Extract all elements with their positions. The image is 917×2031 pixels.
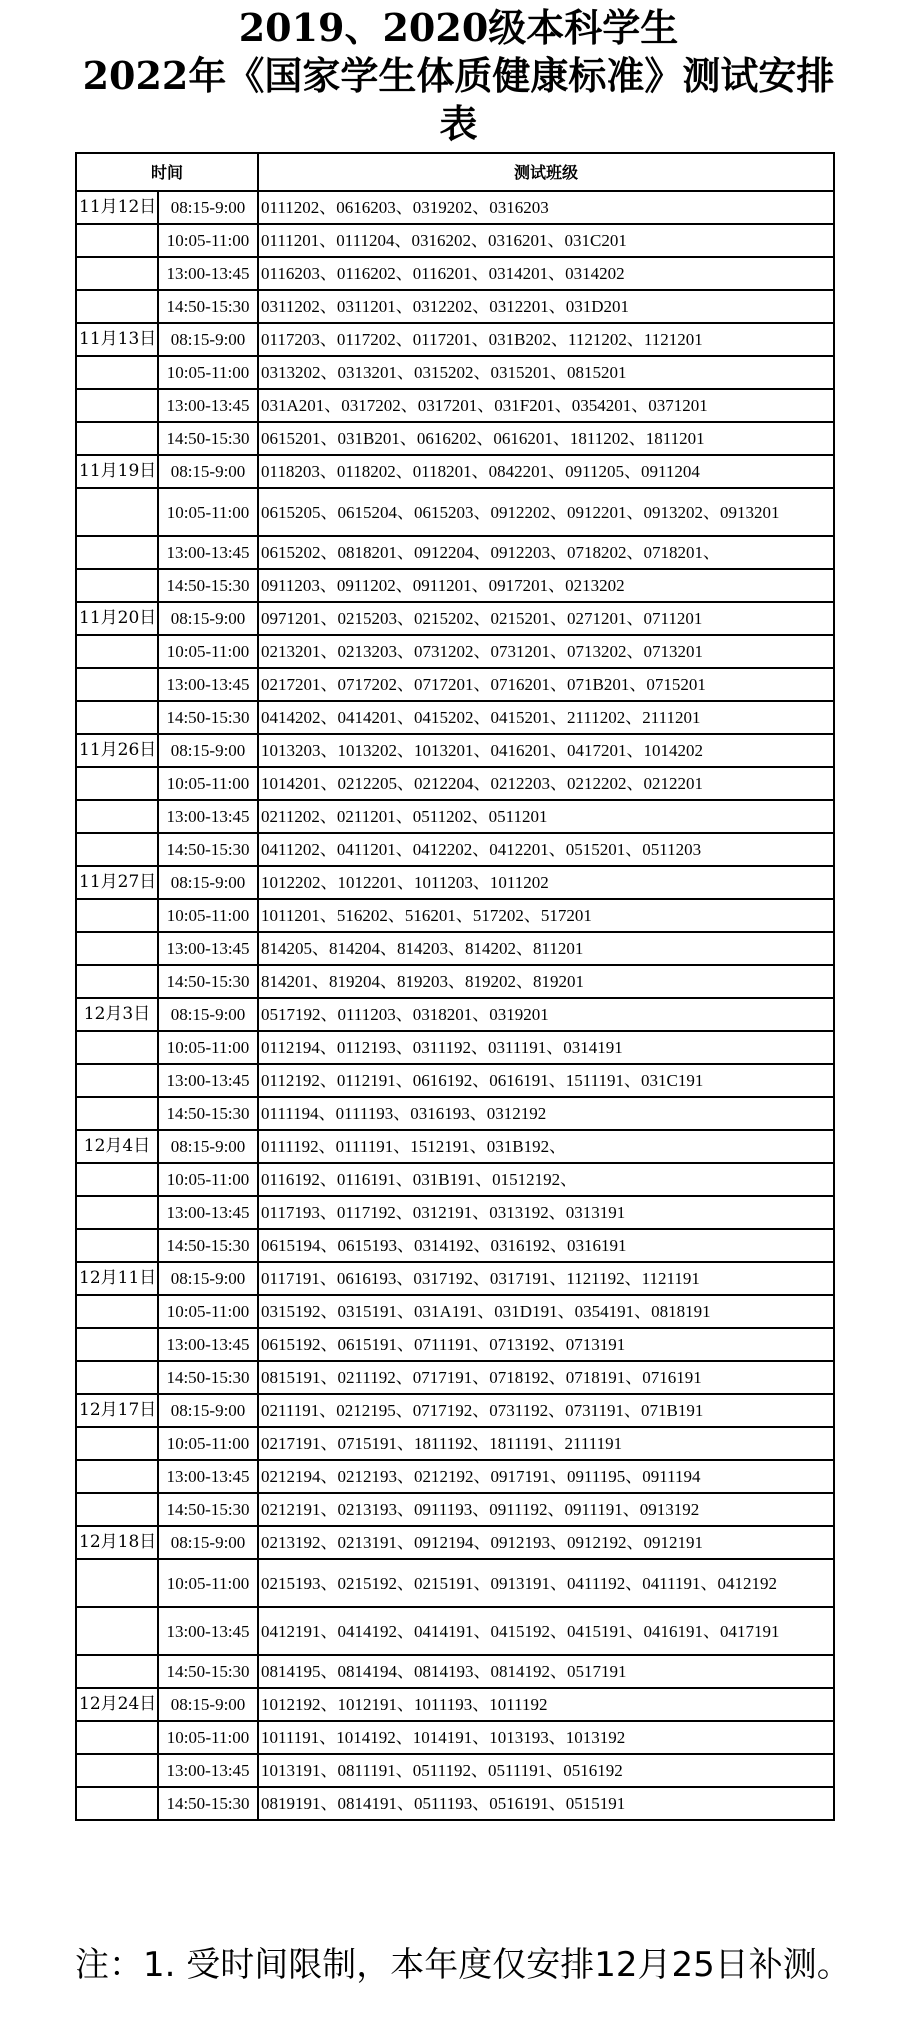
time-cell: 14:50-15:30 bbox=[158, 1655, 258, 1688]
table-row bbox=[76, 455, 834, 488]
schedule-body bbox=[76, 191, 834, 1820]
date-cell: 11月19日 bbox=[76, 455, 158, 488]
date-cell: 12月11日 bbox=[76, 1262, 158, 1295]
date-cell bbox=[76, 1229, 158, 1262]
table-row bbox=[76, 833, 834, 866]
classes-cell: 0112192、0112191、0616192、0616191、1511191、031C191 bbox=[258, 1064, 834, 1097]
date-cell bbox=[76, 800, 158, 833]
table-row bbox=[76, 1064, 834, 1097]
date-cell bbox=[76, 701, 158, 734]
time-cell: 13:00-13:45 bbox=[158, 536, 258, 569]
table-row bbox=[76, 191, 834, 224]
table-row bbox=[76, 488, 834, 536]
classes-cell: 0116203、0116202、0116201、0314201、0314202 bbox=[258, 257, 834, 290]
classes-cell: 0971201、0215203、0215202、0215201、0271201、0711201 bbox=[258, 602, 834, 635]
time-cell: 13:00-13:45 bbox=[158, 800, 258, 833]
time-cell: 14:50-15:30 bbox=[158, 1229, 258, 1262]
table-row bbox=[76, 1031, 834, 1064]
table-row bbox=[76, 1262, 834, 1295]
date-cell bbox=[76, 1787, 158, 1820]
table-row bbox=[76, 1229, 834, 1262]
date-cell bbox=[76, 1754, 158, 1787]
date-cell: 12月3日 bbox=[76, 998, 158, 1031]
time-cell: 08:15-9:00 bbox=[158, 323, 258, 356]
date-cell: 12月17日 bbox=[76, 1394, 158, 1427]
table-row bbox=[76, 356, 834, 389]
time-cell: 08:15-9:00 bbox=[158, 1526, 258, 1559]
time-cell: 08:15-9:00 bbox=[158, 1394, 258, 1427]
classes-cell: 0615194、0615193、0314192、0316192、0316191 bbox=[258, 1229, 834, 1262]
classes-cell: 0211191、0212195、0717192、0731192、0731191、071B191 bbox=[258, 1394, 834, 1427]
table-row bbox=[76, 1655, 834, 1688]
time-cell: 13:00-13:45 bbox=[158, 932, 258, 965]
classes-cell: 0615201、031B201、0616202、0616201、1811202、1811201 bbox=[258, 422, 834, 455]
table-row bbox=[76, 290, 834, 323]
time-cell: 14:50-15:30 bbox=[158, 1097, 258, 1130]
table-row bbox=[76, 767, 834, 800]
classes-cell: 0213201、0213203、0731202、0731201、0713202、0713201 bbox=[258, 635, 834, 668]
classes-cell: 0311202、0311201、0312202、0312201、031D201 bbox=[258, 290, 834, 323]
table-row bbox=[76, 1493, 834, 1526]
date-cell bbox=[76, 1361, 158, 1394]
classes-cell: 0615205、0615204、0615203、0912202、0912201、0913202、0913201 bbox=[258, 488, 834, 536]
date-cell bbox=[76, 1721, 158, 1754]
classes-cell: 0211202、0211201、0511202、0511201 bbox=[258, 800, 834, 833]
classes-cell: 0819191、0814191、0511193、0516191、0515191 bbox=[258, 1787, 834, 1820]
time-cell: 10:05-11:00 bbox=[158, 899, 258, 932]
classes-cell: 814201、819204、819203、819202、819201 bbox=[258, 965, 834, 998]
time-cell: 14:50-15:30 bbox=[158, 290, 258, 323]
table-row bbox=[76, 536, 834, 569]
time-cell: 10:05-11:00 bbox=[158, 1427, 258, 1460]
classes-cell: 1012202、1012201、1011203、1011202 bbox=[258, 866, 834, 899]
classes-cell: 0517192、0111203、0318201、0319201 bbox=[258, 998, 834, 1031]
time-cell: 13:00-13:45 bbox=[158, 668, 258, 701]
date-cell bbox=[76, 1655, 158, 1688]
classes-cell: 0414202、0414201、0415202、0415201、2111202、2111201 bbox=[258, 701, 834, 734]
table-row bbox=[76, 1394, 834, 1427]
date-cell: 11月26日 bbox=[76, 734, 158, 767]
date-cell bbox=[76, 1493, 158, 1526]
date-cell bbox=[76, 257, 158, 290]
time-cell: 14:50-15:30 bbox=[158, 701, 258, 734]
date-cell bbox=[76, 965, 158, 998]
time-cell: 14:50-15:30 bbox=[158, 1361, 258, 1394]
table-row bbox=[76, 1163, 834, 1196]
classes-cell: 0411202、0411201、0412202、0412201、0515201、0511203 bbox=[258, 833, 834, 866]
footnote: 注：1. 受时间限制，本年度仅安排12月25日补测。 bbox=[75, 1945, 851, 1985]
date-cell bbox=[76, 1607, 158, 1655]
classes-cell: 0111192、0111191、1512191、031B192、 bbox=[258, 1130, 834, 1163]
date-cell bbox=[76, 1064, 158, 1097]
classes-cell: 814205、814204、814203、814202、811201 bbox=[258, 932, 834, 965]
table-row bbox=[76, 602, 834, 635]
table-row bbox=[76, 1526, 834, 1559]
table-row bbox=[76, 1754, 834, 1787]
table-row bbox=[76, 389, 834, 422]
date-cell bbox=[76, 1328, 158, 1361]
time-cell: 13:00-13:45 bbox=[158, 1460, 258, 1493]
table-row bbox=[76, 224, 834, 257]
table-row bbox=[76, 1688, 834, 1721]
date-cell: 12月24日 bbox=[76, 1688, 158, 1721]
table-row bbox=[76, 899, 834, 932]
time-cell: 13:00-13:45 bbox=[158, 389, 258, 422]
classes-cell: 0315192、0315191、031A191、031D191、0354191、0818191 bbox=[258, 1295, 834, 1328]
time-cell: 10:05-11:00 bbox=[158, 488, 258, 536]
table-row bbox=[76, 1427, 834, 1460]
table-row bbox=[76, 1130, 834, 1163]
classes-cell: 1011191、1014192、1014191、1013193、1013192 bbox=[258, 1721, 834, 1754]
date-cell bbox=[76, 899, 158, 932]
classes-cell: 0911203、0911202、0911201、0917201、0213202 bbox=[258, 569, 834, 602]
date-cell bbox=[76, 1559, 158, 1607]
classes-cell: 031A201、0317202、0317201、031F201、0354201、0371201 bbox=[258, 389, 834, 422]
date-cell bbox=[76, 1427, 158, 1460]
time-cell: 10:05-11:00 bbox=[158, 767, 258, 800]
classes-cell: 0212191、0213193、0911193、0911192、0911191、0913192 bbox=[258, 1493, 834, 1526]
classes-cell: 0814195、0814194、0814193、0814192、0517191 bbox=[258, 1655, 834, 1688]
table-row bbox=[76, 257, 834, 290]
date-cell bbox=[76, 569, 158, 602]
table-row bbox=[76, 1196, 834, 1229]
classes-cell: 1013203、1013202、1013201、0416201、0417201、1014202 bbox=[258, 734, 834, 767]
classes-cell: 0815191、0211192、0717191、0718192、0718191、0716191 bbox=[258, 1361, 834, 1394]
time-cell: 14:50-15:30 bbox=[158, 965, 258, 998]
classes-cell: 0111194、0111193、0316193、0312192 bbox=[258, 1097, 834, 1130]
document-title bbox=[0, 4, 917, 148]
time-cell: 10:05-11:00 bbox=[158, 1295, 258, 1328]
date-cell: 12月4日 bbox=[76, 1130, 158, 1163]
table-row bbox=[76, 1295, 834, 1328]
time-cell: 13:00-13:45 bbox=[158, 1196, 258, 1229]
time-cell: 08:15-9:00 bbox=[158, 602, 258, 635]
classes-cell: 0217191、0715191、1811192、1811191、2111191 bbox=[258, 1427, 834, 1460]
header-time: 时间 bbox=[76, 153, 258, 191]
table-row bbox=[76, 734, 834, 767]
time-cell: 08:15-9:00 bbox=[158, 455, 258, 488]
table-row bbox=[76, 998, 834, 1031]
time-cell: 14:50-15:30 bbox=[158, 833, 258, 866]
date-cell bbox=[76, 224, 158, 257]
time-cell: 08:15-9:00 bbox=[158, 734, 258, 767]
date-cell: 11月12日 bbox=[76, 191, 158, 224]
schedule-table bbox=[75, 152, 835, 1821]
date-cell bbox=[76, 422, 158, 455]
classes-cell: 0615192、0615191、0711191、0713192、0713191 bbox=[258, 1328, 834, 1361]
time-cell: 08:15-9:00 bbox=[158, 1130, 258, 1163]
classes-cell: 0117203、0117202、0117201、031B202、1121202、1121201 bbox=[258, 323, 834, 356]
time-cell: 10:05-11:00 bbox=[158, 224, 258, 257]
time-cell: 10:05-11:00 bbox=[158, 1163, 258, 1196]
date-cell bbox=[76, 536, 158, 569]
table-row bbox=[76, 701, 834, 734]
date-cell bbox=[76, 1097, 158, 1130]
date-cell bbox=[76, 1196, 158, 1229]
classes-cell: 0112194、0112193、0311192、0311191、0314191 bbox=[258, 1031, 834, 1064]
date-cell bbox=[76, 833, 158, 866]
time-cell: 10:05-11:00 bbox=[158, 1031, 258, 1064]
table-row bbox=[76, 1097, 834, 1130]
table-row bbox=[76, 1607, 834, 1655]
classes-cell: 0116192、0116191、031B191、01512192、 bbox=[258, 1163, 834, 1196]
time-cell: 10:05-11:00 bbox=[158, 1559, 258, 1607]
time-cell: 14:50-15:30 bbox=[158, 422, 258, 455]
date-cell bbox=[76, 767, 158, 800]
table-row bbox=[76, 932, 834, 965]
table-row bbox=[76, 1328, 834, 1361]
classes-cell: 0313202、0313201、0315202、0315201、0815201 bbox=[258, 356, 834, 389]
table-row bbox=[76, 1361, 834, 1394]
date-cell bbox=[76, 1295, 158, 1328]
table-row bbox=[76, 1721, 834, 1754]
time-cell: 08:15-9:00 bbox=[158, 191, 258, 224]
table-row bbox=[76, 800, 834, 833]
time-cell: 13:00-13:45 bbox=[158, 1064, 258, 1097]
time-cell: 13:00-13:45 bbox=[158, 1754, 258, 1787]
table-row bbox=[76, 1787, 834, 1820]
time-cell: 10:05-11:00 bbox=[158, 635, 258, 668]
table-row bbox=[76, 1559, 834, 1607]
classes-cell: 1013191、0811191、0511192、0511191、0516192 bbox=[258, 1754, 834, 1787]
table-row bbox=[76, 668, 834, 701]
time-cell: 08:15-9:00 bbox=[158, 1262, 258, 1295]
table-row bbox=[76, 635, 834, 668]
time-cell: 10:05-11:00 bbox=[158, 1721, 258, 1754]
date-cell bbox=[76, 356, 158, 389]
date-cell: 11月27日 bbox=[76, 866, 158, 899]
time-cell: 13:00-13:45 bbox=[158, 1607, 258, 1655]
time-cell: 13:00-13:45 bbox=[158, 257, 258, 290]
time-cell: 14:50-15:30 bbox=[158, 1493, 258, 1526]
date-cell bbox=[76, 1031, 158, 1064]
time-cell: 14:50-15:30 bbox=[158, 1787, 258, 1820]
classes-cell: 0212194、0212193、0212192、0917191、0911195、0911194 bbox=[258, 1460, 834, 1493]
table-row bbox=[76, 965, 834, 998]
date-cell bbox=[76, 932, 158, 965]
table-row bbox=[76, 323, 834, 356]
classes-cell: 0217201、0717202、0717201、0716201、071B201、0715201 bbox=[258, 668, 834, 701]
classes-cell: 0111202、0616203、0319202、0316203 bbox=[258, 191, 834, 224]
classes-cell: 0117191、0616193、0317192、0317191、1121192、1121191 bbox=[258, 1262, 834, 1295]
date-cell: 12月18日 bbox=[76, 1526, 158, 1559]
date-cell bbox=[76, 389, 158, 422]
date-cell bbox=[76, 1163, 158, 1196]
table-row bbox=[76, 1460, 834, 1493]
table-row bbox=[76, 569, 834, 602]
header-classes: 测试班级 bbox=[258, 153, 834, 191]
date-cell bbox=[76, 290, 158, 323]
date-cell bbox=[76, 635, 158, 668]
title-line-3: 表 bbox=[439, 101, 478, 146]
date-cell: 11月20日 bbox=[76, 602, 158, 635]
time-cell: 08:15-9:00 bbox=[158, 866, 258, 899]
classes-cell: 1012192、1012191、1011193、1011192 bbox=[258, 1688, 834, 1721]
time-cell: 14:50-15:30 bbox=[158, 569, 258, 602]
time-cell: 10:05-11:00 bbox=[158, 356, 258, 389]
date-cell: 11月13日 bbox=[76, 323, 158, 356]
table-row bbox=[76, 422, 834, 455]
title-line-2: 2022年《国家学生体质健康标准》测试安排 bbox=[82, 53, 835, 98]
time-cell: 08:15-9:00 bbox=[158, 998, 258, 1031]
classes-cell: 1014201、0212205、0212204、0212203、0212202、0212201 bbox=[258, 767, 834, 800]
classes-cell: 1011201、516202、516201、517202、517201 bbox=[258, 899, 834, 932]
date-cell bbox=[76, 1460, 158, 1493]
classes-cell: 0111201、0111204、0316202、0316201、031C201 bbox=[258, 224, 834, 257]
classes-cell: 0412191、0414192、0414191、0415192、0415191、0416191、0417191 bbox=[258, 1607, 834, 1655]
classes-cell: 0215193、0215192、0215191、0913191、0411192、0411191、0412192 bbox=[258, 1559, 834, 1607]
date-cell bbox=[76, 488, 158, 536]
classes-cell: 0118203、0118202、0118201、0842201、0911205、0911204 bbox=[258, 455, 834, 488]
time-cell: 13:00-13:45 bbox=[158, 1328, 258, 1361]
time-cell: 08:15-9:00 bbox=[158, 1688, 258, 1721]
date-cell bbox=[76, 668, 158, 701]
classes-cell: 0213192、0213191、0912194、0912193、0912192、0912191 bbox=[258, 1526, 834, 1559]
classes-cell: 0117193、0117192、0312191、0313192、0313191 bbox=[258, 1196, 834, 1229]
table-row bbox=[76, 866, 834, 899]
title-line-1: 2019、2020级本科学生 bbox=[238, 5, 679, 50]
classes-cell: 0615202、0818201、0912204、0912203、0718202、0718201、 bbox=[258, 536, 834, 569]
